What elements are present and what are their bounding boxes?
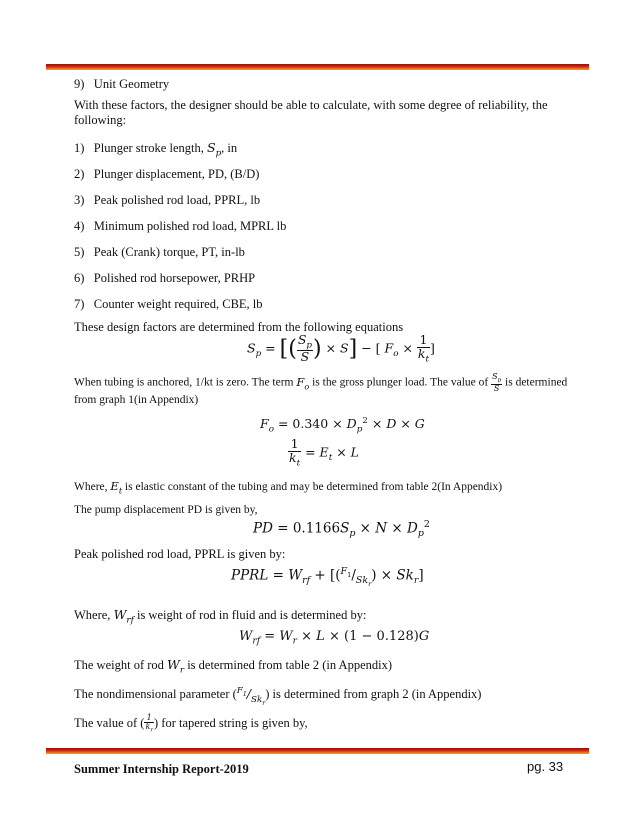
header-rule [46,64,589,70]
list-item-5: 5) Peak (Crank) torque, PT, in-lb [74,245,245,259]
tubing-note: When tubing is anchored, 1/kt is zero. The term $F_o$ is the gross plunger load. The value of $\frac{S_p}{S}$ is determined [74,372,568,394]
wr-note: The weight of rod $W_r$ is determined from table 2 (in Appendix) [74,657,393,676]
equation-rod-weight-fluid: $W_{rf} = W_r \times L \times (1 - 0.128)G$ [239,629,430,647]
intro-paragraph: With these factors, the designer should be able to calculate, with some degree of reliability, the following: [74,98,548,127]
list-item-9: 9) Unit Geometry [74,77,170,91]
equation-pump-displacement: PD = $0.1166S_p \times N \times D_p^2$ [253,519,430,540]
footer-rule [46,748,589,754]
sp-symbol: $S_p$ [206,140,222,159]
page-number: pg. 33 [527,759,564,774]
equations-intro: These design factors are determined from the following equations [74,320,404,334]
list-item-4: 4) Minimum polished rod load, MPRL lb [74,219,287,233]
list-item-7: 7) Counter weight required, CBE, lb [74,297,263,311]
wrf-note: Where, $W_{rf}$ is weight of rod in fluid and is determined by: [74,607,367,626]
equation-pprl: PPRL = $W_{rf} + [(^{F_1}/_{Sk_r}) \times Sk_r]$ [231,566,424,589]
tapered-note: The value of ( $\frac{1}{k_r}$ ) for tapered string is given by, [74,713,308,734]
equation-tubing-constant: $\frac{1}{k_t}$ = $E_t \times L$ [289,436,359,468]
pump-intro: The pump displacement PD is given by, [74,504,258,516]
param-note: The nondimensional parameter $(^{F_1}/_{Sk_r})$ is determined from graph 2 (in Appendix) [74,686,482,707]
list-item-6: 6) Polished rod horsepower, PRHP [74,271,256,285]
tubing-note-cont: from graph 1(in Appendix) [74,394,199,406]
list-item-1: 1) Plunger stroke length, $S_p$, in [74,140,238,159]
footer-title: Summer Internship Report-2019 [74,762,249,776]
list-item-2: 2) Plunger displacement, PD, (B/D) [74,167,260,181]
equation-stroke-length: $S_p$ = [( $\frac{S_p}{S}$ ) × S] − [ $F_o$ × $\frac{1}{k_t}$ ] [247,332,435,365]
elastic-note: Where, $E_t$ is elastic constant of the tubing and may be determined from table 2(In Appendix) [74,479,503,496]
equation-plunger-load: $F_o = 0.340 \times D_p^2 \times D \times G$ [260,416,425,435]
pprl-intro: Peak polished rod load, PPRL is given by: [74,547,286,561]
list-item-3: 3) Peak polished rod load, PPRL, lb [74,193,261,207]
